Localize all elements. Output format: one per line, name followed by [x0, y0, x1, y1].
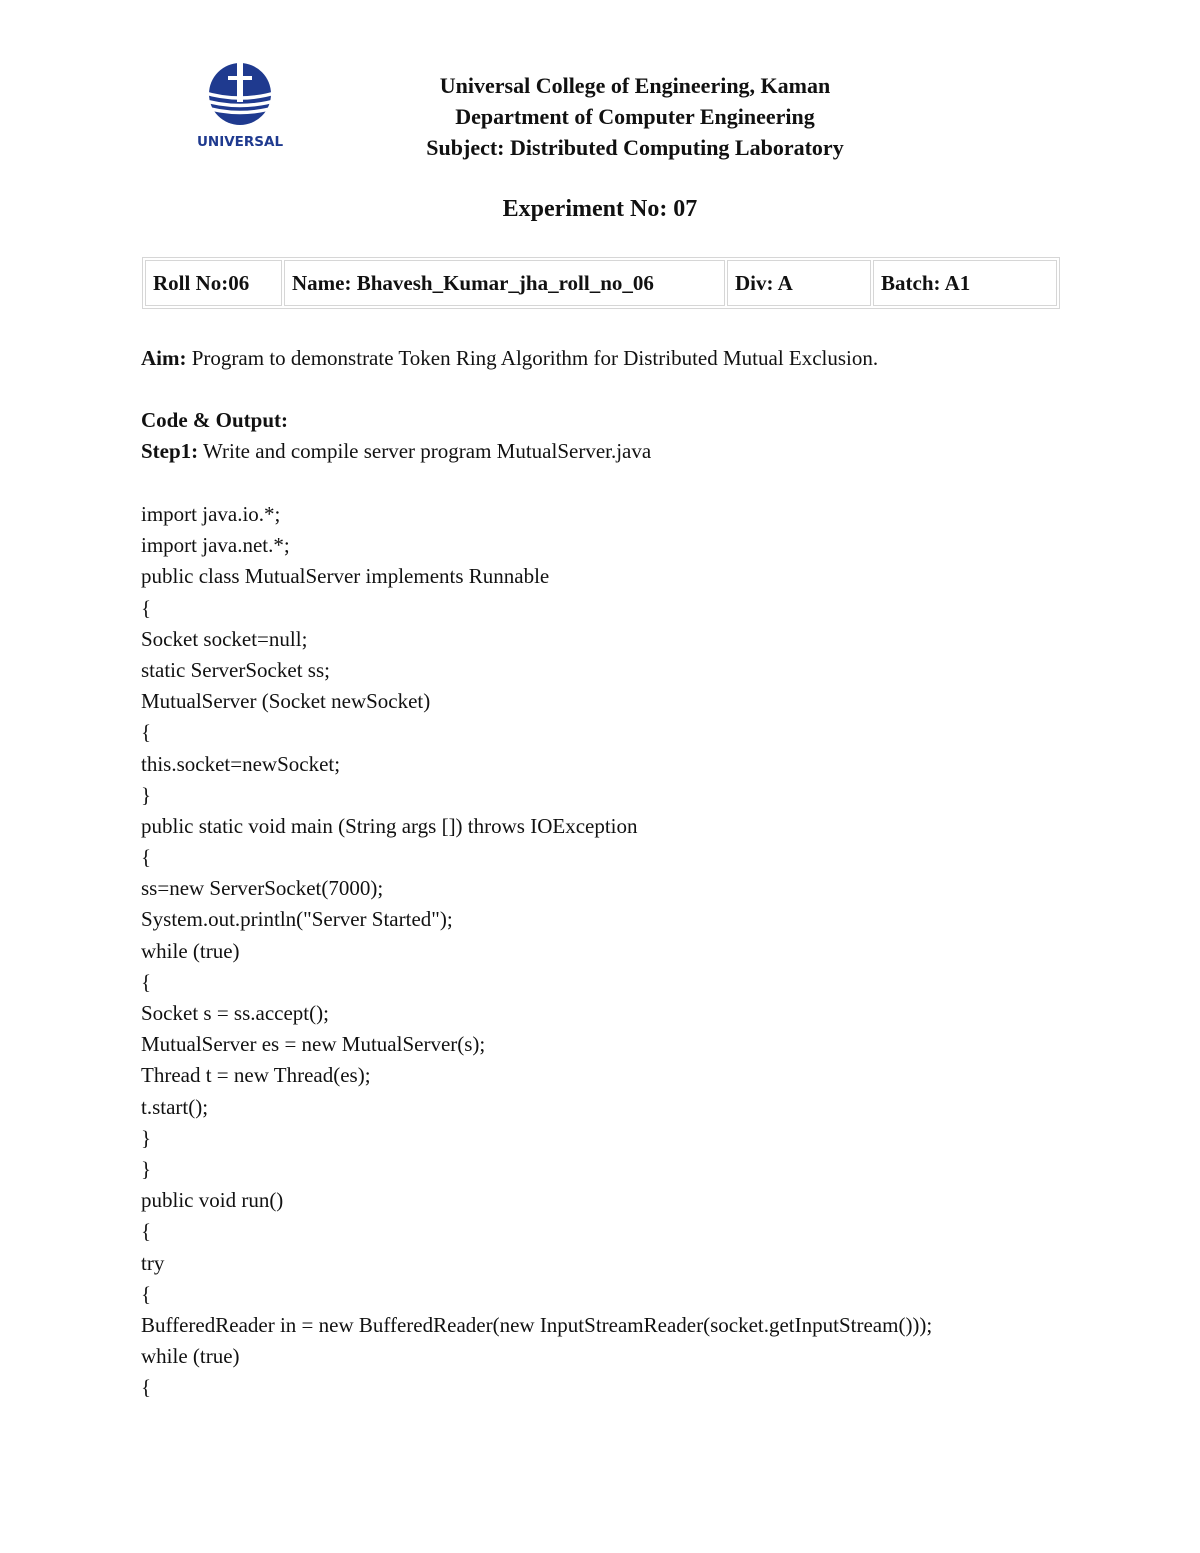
- code-line: {: [141, 845, 152, 870]
- code-line: }: [141, 782, 152, 807]
- code-listing: [141, 499, 1061, 1403]
- code-line: public void run(): [141, 1188, 284, 1213]
- code-line: Socket s = ss.accept();: [141, 1001, 329, 1025]
- code-line: Socket socket=null;: [141, 626, 308, 651]
- code-line: {: [141, 720, 152, 745]
- code-line: Thread t = new Thread(es);: [141, 1063, 371, 1088]
- code-line: {: [141, 1281, 152, 1306]
- step1-label: Step1:: [141, 439, 199, 463]
- student-info-table: [142, 257, 1060, 309]
- code-line: try: [141, 1250, 165, 1275]
- code-line: {: [141, 969, 152, 994]
- document-header: [300, 70, 970, 163]
- code-output-heading: Code & Output:: [141, 408, 289, 432]
- subject-name: Subject: Distributed Computing Laboratory: [426, 135, 844, 160]
- roll-number-cell: Roll No:06: [145, 260, 282, 306]
- division-cell: Div: A: [727, 260, 871, 306]
- batch-cell: Batch: A1: [873, 260, 1057, 306]
- experiment-title: Experiment No: 07: [502, 196, 698, 222]
- code-line: {: [141, 595, 152, 620]
- code-line: System.out.println("Server Started");: [141, 907, 453, 932]
- code-line: {: [141, 1375, 152, 1400]
- code-line: MutualServer (Socket newSocket): [141, 689, 431, 714]
- code-line: }: [141, 1125, 152, 1150]
- logo-text: UNIVERSAL: [196, 134, 284, 150]
- step1-paragraph: [141, 436, 1061, 467]
- code-line: BufferedReader in = new BufferedReader(new InputStreamReader(socket.getInputStream()));: [141, 1312, 933, 1337]
- aim-text: Program to demonstrate Token Ring Algorithm for Distributed Mutual Exclusion.: [186, 346, 879, 370]
- code-line: MutualServer es = new MutualServer(s);: [141, 1032, 486, 1057]
- code-line: static ServerSocket ss;: [141, 657, 330, 682]
- code-line: public class MutualServer implements Runnable: [141, 564, 550, 589]
- code-line: import java.net.*;: [141, 533, 290, 558]
- code-line: import java.io.*;: [141, 502, 281, 526]
- code-line: }: [141, 1156, 152, 1181]
- code-line: while (true): [141, 938, 240, 963]
- college-logo: [190, 60, 290, 155]
- code-line: public static void main (String args []) throws IOException: [141, 813, 638, 838]
- code-line: this.socket=newSocket;: [141, 751, 341, 776]
- college-logo-icon: [190, 60, 290, 155]
- student-info-row: [145, 260, 1057, 306]
- college-name: Universal College of Engineering, Kaman: [439, 73, 831, 98]
- code-line: {: [141, 1219, 152, 1244]
- code-line: while (true): [141, 1344, 240, 1369]
- student-name-cell: Name: Bhavesh_Kumar_jha_roll_no_06: [284, 260, 725, 306]
- code-line: t.start();: [141, 1094, 209, 1119]
- step1-text: Write and compile server program MutualServer.java: [198, 439, 652, 463]
- department-name: Department of Computer Engineering: [455, 104, 815, 129]
- aim-label: Aim:: [141, 346, 187, 370]
- code-line: ss=new ServerSocket(7000);: [141, 876, 384, 901]
- aim-paragraph: [141, 343, 1061, 374]
